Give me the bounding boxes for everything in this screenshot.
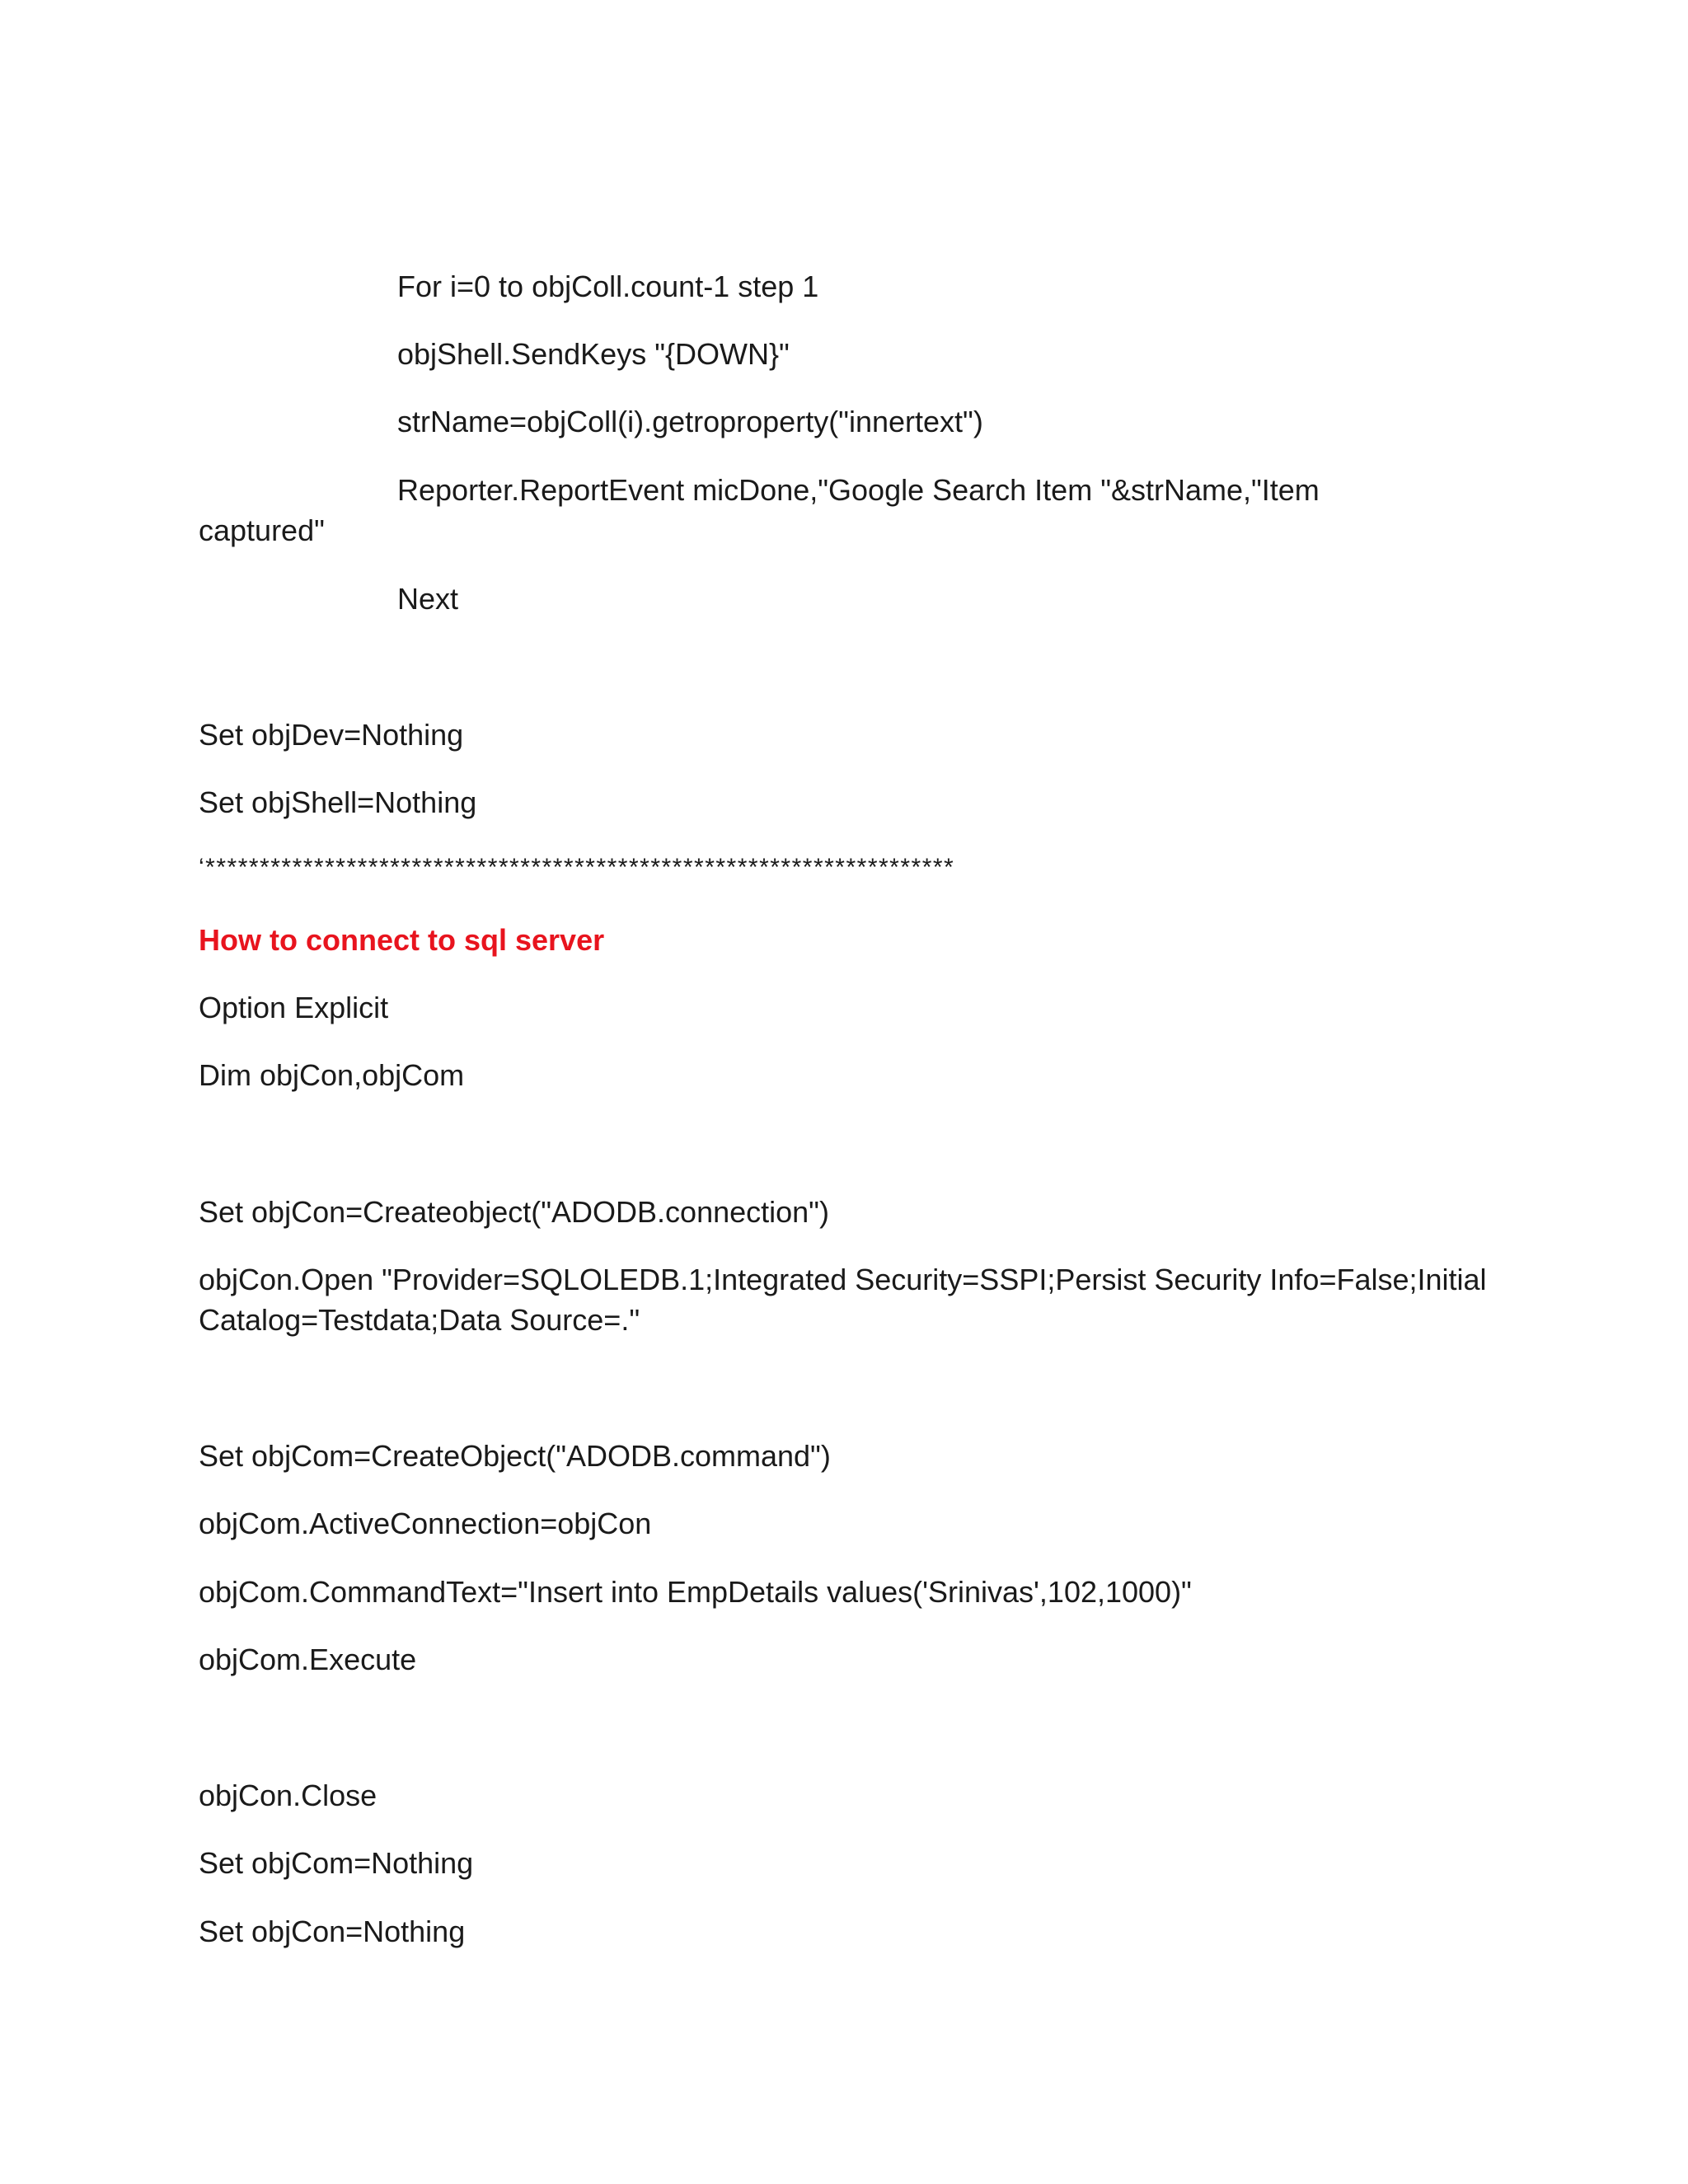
code-line-strname: strName=objColl(i).getroproperty("innertext") [397,405,983,438]
code-line-for-loop: For i=0 to objColl.count-1 step 1 [397,269,819,303]
code-line-set-objcom-create: Set objCom=CreateObject("ADODB.command") [199,1439,831,1473]
code-line-set-objdev: Set objDev=Nothing [199,718,464,752]
separator-stars: ‘********************************************************************* [199,854,955,881]
code-line-set-objcon-create: Set objCon=Createobject("ADODB.connection") [199,1195,829,1229]
code-line-execute: objCom.Execute [199,1643,417,1676]
code-line-close: objCon.Close [199,1779,377,1812]
code-line-report-event [199,470,1386,551]
code-line-option-explicit: Option Explicit [199,991,389,1024]
code-line-report-event-text: Reporter.ReportEvent micDone,"Google Search Item "&strName,"Item captured" [199,473,1320,547]
code-line-set-objcon-nothing: Set objCon=Nothing [199,1915,466,1948]
code-line-active-connection: objCom.ActiveConnection=objCon [199,1507,652,1540]
section-heading: How to connect to sql server [199,923,605,957]
code-line-set-objshell: Set objShell=Nothing [199,785,477,819]
code-line-command-text: objCom.CommandText="Insert into EmpDetails values('Srinivas',102,1000)" [199,1575,1192,1609]
code-line-set-objcom-nothing: Set objCom=Nothing [199,1846,474,1880]
code-line-next: Next [397,582,459,616]
code-line-sendkeys: objShell.SendKeys "{DOWN}" [397,337,790,371]
code-line-dim: Dim objCon,objCom [199,1058,465,1092]
code-line-objcon-open: objCon.Open "Provider=SQLOLEDB.1;Integrated Security=SSPI;Persist Security Info=False;Initial Catalog=Testdata;Data Source=." [199,1263,1487,1337]
